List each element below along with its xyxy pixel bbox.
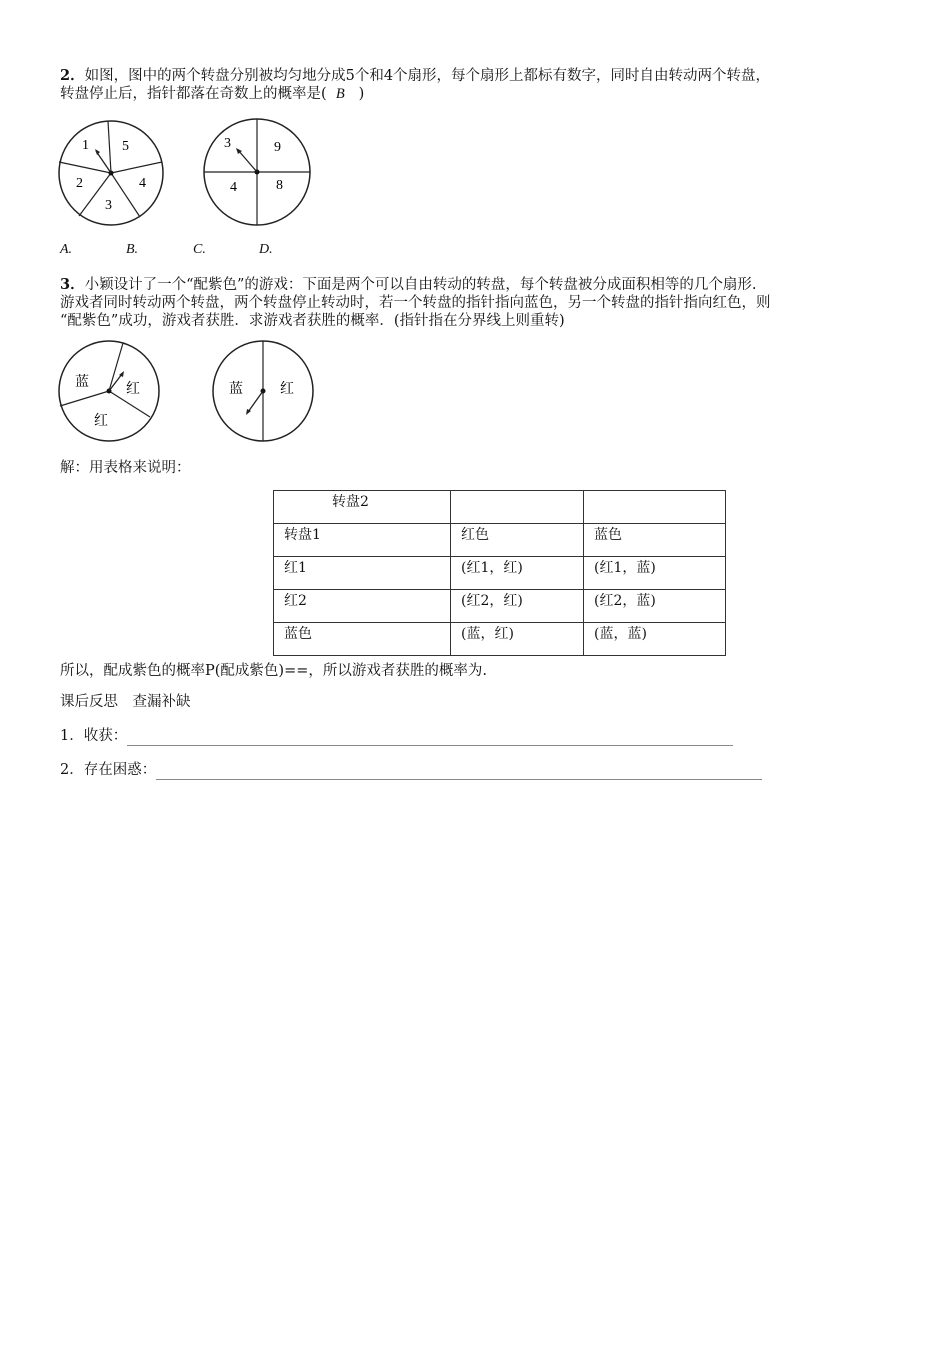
s1-label-1: 1 — [82, 138, 89, 153]
reflection-title: 课后反思 查漏补缺 — [60, 694, 191, 710]
table-cell: (红2，红) — [451, 590, 584, 623]
q3-text-line3: “配紫色”成功，游戏者获胜．求游戏者获胜的概率．(指针指在分界线上则重转) — [60, 313, 565, 329]
q2-close-paren: ) — [358, 86, 365, 102]
q3-line2 — [60, 293, 771, 313]
q3-line1 — [60, 275, 757, 295]
table-cell: 蓝色 — [584, 524, 726, 557]
table-cell: 蓝色 — [274, 623, 451, 656]
q2-text-line2: 转盘停止后，指针都落在奇数上的概率是( — [60, 86, 327, 102]
option-c: C. — [193, 242, 206, 257]
q2-spinner-four-sectors — [201, 116, 313, 228]
harvest-label: 1．收获： — [60, 728, 128, 744]
confusion-label: 2．存在困惑： — [60, 762, 157, 778]
table-row — [274, 623, 726, 656]
s1-label-2: 2 — [76, 176, 83, 191]
table-cell: (红1，蓝) — [584, 557, 726, 590]
table-cell: 转盘1 — [274, 524, 451, 557]
table-cell: 红2 — [274, 590, 451, 623]
c1-label-red-bottom: 红 — [94, 414, 108, 429]
q3-text-line1: 小颖设计了一个“配紫色”的游戏：下面是两个可以自由转动的转盘，每个转盘被分成面积相等的几个扇形. — [84, 277, 757, 293]
s1-label-4: 4 — [139, 176, 146, 191]
table-cell: 红1 — [274, 557, 451, 590]
option-b: B. — [126, 242, 139, 257]
table-cell: (蓝，蓝) — [584, 623, 726, 656]
table-cell: 转盘2 — [274, 491, 451, 524]
s2-label-8: 8 — [276, 178, 283, 193]
q3-line3 — [60, 311, 565, 331]
table-row — [274, 590, 726, 623]
table-cell: (蓝，红) — [451, 623, 584, 656]
q2-text-line1: 如图，图中的两个转盘分别被均匀地分成5个和4个扇形，每个扇形上都标有数字，同时自由转动两个转盘， — [84, 68, 771, 84]
q2-line1 — [60, 66, 770, 86]
q3-number: 3． — [60, 276, 85, 293]
q2-line2 — [60, 84, 364, 104]
c1-label-red-right: 红 — [126, 382, 140, 397]
option-a: A. — [60, 242, 73, 257]
table-cell: 红色 — [451, 524, 584, 557]
table-cell: (红1，红) — [451, 557, 584, 590]
s2-label-9: 9 — [274, 140, 281, 155]
s1-label-3: 3 — [105, 198, 112, 213]
table-row — [274, 557, 726, 590]
q3-text-line2: 游戏者同时转动两个转盘，两个转盘停止转动时，若一个转盘的指针指向蓝色，另一个转盘的指针指向红色，则 — [60, 295, 771, 311]
table-cell — [584, 491, 726, 524]
harvest-blank-line[interactable] — [127, 731, 733, 746]
c2-label-blue: 蓝 — [229, 382, 243, 397]
c2-label-red: 红 — [280, 382, 294, 397]
reflection-item-confusion — [60, 760, 762, 780]
s1-label-5: 5 — [122, 139, 129, 154]
s2-label-4: 4 — [230, 180, 237, 195]
table-cell: (红2，蓝) — [584, 590, 726, 623]
solution-conclusion: 所以，配成紫色的概率P(配成紫色)==，所以游戏者获胜的概率为. — [60, 663, 487, 679]
q2-spinner-five-sectors — [55, 118, 167, 228]
confusion-blank-line[interactable] — [156, 765, 762, 780]
option-d: D. — [259, 242, 273, 257]
reflection-item-harvest — [60, 726, 733, 746]
table-cell — [451, 491, 584, 524]
solution-intro: 解：用表格来说明： — [60, 460, 191, 476]
q2-number: 2． — [60, 67, 85, 84]
s2-label-3: 3 — [224, 136, 231, 151]
c1-label-blue: 蓝 — [75, 375, 89, 390]
table-row — [274, 524, 726, 557]
q3-spinner-three-sectors — [55, 338, 163, 444]
table-row — [274, 491, 726, 524]
solution-table — [273, 490, 726, 656]
q3-spinner-two-sectors — [210, 338, 316, 444]
q2-answer: B — [335, 86, 345, 102]
